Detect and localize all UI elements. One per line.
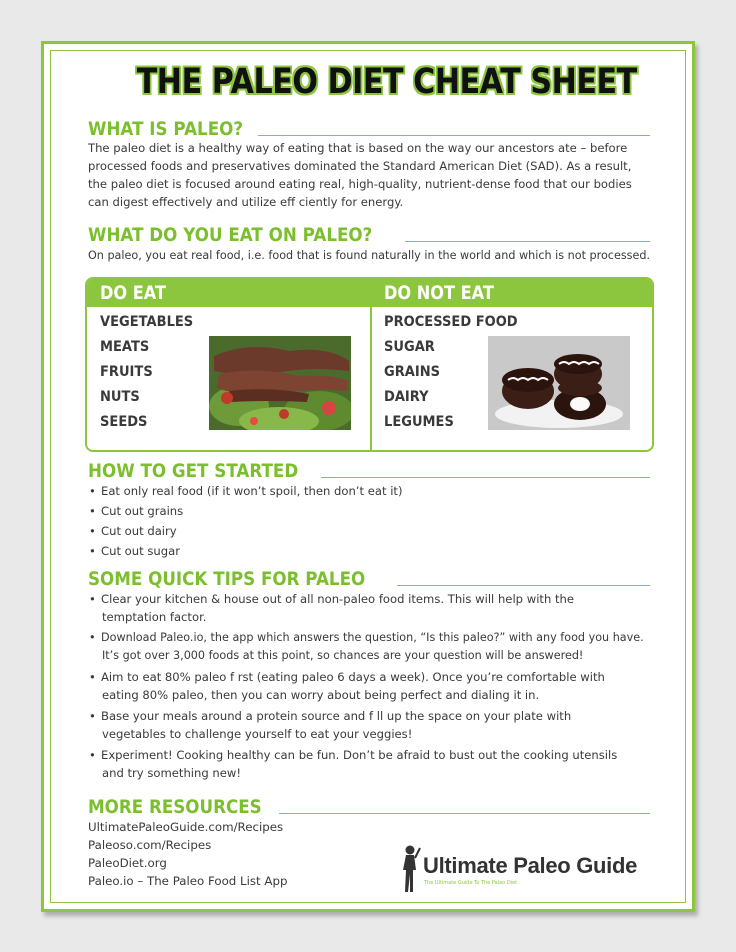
section-what-is-header [88,116,650,140]
tip-line: • Base your meals around a protein source and f ll up the space on your plate with [101,709,572,723]
list-item [88,590,654,626]
page-title: THE PALEO DIET CHEAT SHEET [136,62,637,102]
section-tips-header [88,566,650,590]
do-eat-heading: DO EAT [100,282,167,304]
caveman-icon [399,844,421,894]
list-item [88,746,654,782]
section-what-eat-header [88,222,650,246]
tip-line: It’s got over 3,000 foods at this point, so chances are your question will be answered! [102,649,584,662]
title-bar [88,58,658,106]
tips-list [88,590,654,784]
section-started-header [88,458,650,482]
list-item [88,629,654,665]
section-heading: MORE RESOURCES [88,796,262,818]
tip-line: and try something new! [102,766,242,780]
do-not-eat-item: PROCESSED FOOD [384,314,518,330]
tip-line: temptation factor. [102,610,207,624]
section-heading: SOME QUICK TIPS FOR PALEO [88,568,366,590]
heading-rule [279,813,650,814]
resource-link[interactable]: Paleoso.com/Recipes [88,838,212,852]
list-item: • Eat only real food (if it won’t spoil, then don’t eat it) [88,482,654,500]
tip-line: vegetables to challenge yourself to eat your veggies! [102,727,413,741]
tip-line: • Experiment! Cooking healthy can be fun. Don’t be afraid to bust out the cooking utensils [101,748,618,762]
heading-rule [258,135,650,136]
tip-line: • Aim to eat 80% paleo f rst (eating paleo 6 days a week). Once you’re comfortable with [101,670,605,684]
resource-link[interactable]: UltimatePaleoGuide.com/Recipes [88,820,284,834]
eat-table [85,277,654,452]
paragraph-line: The paleo diet is a healthy way of eating that is based on the way our ancestors ate – before [88,141,628,155]
what-eat-text: On paleo, you eat real food, i.e. food that is found naturally in the world and which is not processed. [88,249,651,262]
do-eat-item: FRUITS [100,364,153,380]
cheat-sheet-page [41,41,695,912]
paragraph-line: can digest effectively and utilize eff ciently for energy. [88,195,404,209]
do-not-eat-item: DAIRY [384,389,429,405]
do-eat-item: SEEDS [100,414,148,430]
do-not-eat-item: LEGUMES [384,414,454,430]
tip-line: eating 80% paleo, then you can worry about being perfect and dialing it in. [102,688,540,702]
list-item [88,707,654,743]
list-item: • Cut out sugar [88,542,654,560]
do-not-eat-heading: DO NOT EAT [384,282,494,304]
paragraph-line: the paleo diet is focused around eating real, high-quality, nutrient-dense food that our bodies [88,177,632,191]
section-heading: WHAT IS PALEO? [88,118,244,140]
resource-link[interactable]: PaleoDiet.org [88,856,167,870]
heading-rule [321,477,650,478]
steak-salad-photo [209,336,351,430]
section-heading: HOW TO GET STARTED [88,460,299,482]
what-is-paragraph [88,139,654,211]
section-resources-header [88,794,650,818]
eat-table-header [87,279,652,307]
tip-line: • Clear your kitchen & house out of all non-paleo food items. This will help with the [101,592,575,606]
resources-list [88,818,287,890]
do-not-eat-item: SUGAR [384,339,435,355]
do-not-eat-item: GRAINS [384,364,441,380]
tip-line: • Download Paleo.io, the app which answers the question, “Is this paleo?” with any food you have. [101,631,644,644]
section-heading: WHAT DO YOU EAT ON PALEO? [88,224,373,246]
list-item [88,668,654,704]
column-divider [370,307,372,450]
do-eat-item: VEGETABLES [100,314,194,330]
ultimate-paleo-guide-logo [399,844,661,896]
heading-rule [397,585,650,586]
cupcakes-photo [488,336,630,430]
resource-link[interactable]: Paleo.io – The Paleo Food List App [88,874,288,888]
logo-wordmark: Ultimate Paleo Guide [423,853,638,878]
logo-tagline: The Ultimate Guide To The Paleo Diet [424,880,518,886]
heading-rule [405,241,650,242]
list-item: • Cut out dairy [88,522,654,540]
started-list [88,482,654,562]
do-eat-item: MEATS [100,339,150,355]
paragraph-line: processed foods and preservatives dominated the Standard American Diet (SAD). As a result, [88,159,632,173]
list-item: • Cut out grains [88,502,654,520]
do-eat-item: NUTS [100,389,140,405]
